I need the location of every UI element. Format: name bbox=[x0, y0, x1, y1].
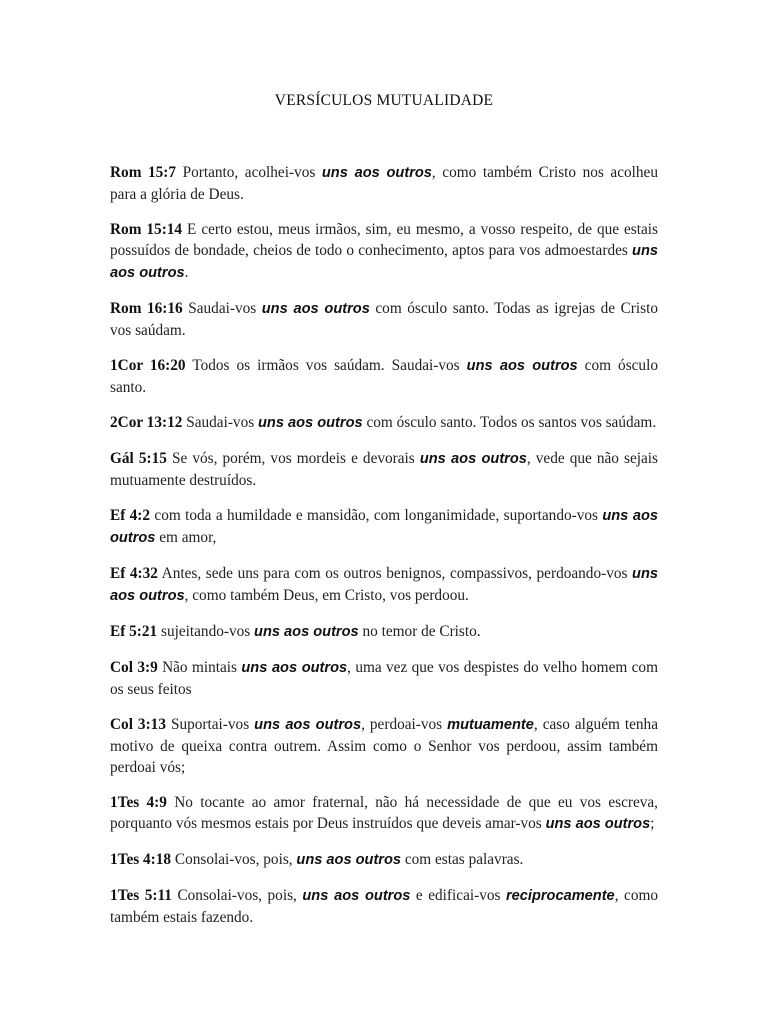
highlighted-phrase: uns aos outros bbox=[302, 888, 411, 904]
verse-paragraph bbox=[110, 657, 658, 700]
highlighted-phrase: uns aos outros bbox=[254, 717, 362, 733]
verse-reference: 1Cor 16:20 bbox=[110, 357, 186, 374]
document-title: VERSÍCULOS MUTUALIDADE bbox=[274, 92, 494, 109]
verse-paragraph bbox=[110, 505, 658, 549]
verse-text: com ósculo santo. Todas as igrejas de Cristo vos saúdam. bbox=[110, 300, 658, 339]
verse-text: , perdoai-vos bbox=[361, 716, 448, 733]
verse-paragraph bbox=[110, 298, 658, 341]
verse-text: , como também estais fazendo. bbox=[110, 887, 659, 926]
verse-reference: Col 3:9 bbox=[110, 659, 158, 676]
highlighted-phrase: uns aos outros bbox=[254, 624, 359, 640]
verse-text: Se vós, porém, vos mordeis e devorais bbox=[166, 450, 420, 467]
verse-reference: Ef 4:32 bbox=[110, 565, 158, 582]
verse-paragraph bbox=[110, 448, 658, 491]
verse-text: sujeitando-vos bbox=[157, 623, 255, 640]
verse-text: Portanto, acolhei-vos bbox=[176, 164, 322, 181]
verse-text: com ósculo santo. Todos os santos vos saúdam. bbox=[362, 414, 657, 431]
verse-text: Antes, sede uns para com os outros benignos, compassivos, perdoando-vos bbox=[157, 565, 633, 582]
verse-text: Suportai-vos bbox=[165, 716, 255, 733]
verse-text: Não mintais bbox=[157, 659, 242, 676]
verse-text: Saudai-vos bbox=[182, 300, 262, 317]
verse-reference: Rom 15:7 bbox=[110, 164, 177, 181]
verse-reference: 1Tes 5:11 bbox=[110, 887, 172, 904]
verse-reference: Gál 5:15 bbox=[110, 450, 167, 467]
verse-paragraph bbox=[110, 849, 658, 871]
verse-text: , como também Cristo nos acolheu para a glória de Deus. bbox=[110, 164, 658, 203]
verse-text: com ósculo santo. bbox=[110, 357, 658, 396]
highlighted-phrase: uns aos outros bbox=[258, 415, 363, 431]
verse-paragraph bbox=[110, 355, 658, 398]
highlighted-phrase: uns aos outros bbox=[466, 358, 578, 374]
highlighted-phrase: uns aos outros bbox=[321, 165, 432, 181]
verse-paragraph bbox=[110, 162, 658, 205]
verse-text: No tocante ao amor fraternal, não há necessidade de que eu vos escreva, porquanto vós mesmos estais por Deus instruídos que deveis amar-vos bbox=[110, 794, 659, 832]
highlighted-phrase: uns aos outros bbox=[545, 816, 651, 832]
highlighted-phrase: uns aos outros bbox=[419, 451, 527, 467]
verse-reference: 1Tes 4:9 bbox=[110, 794, 167, 811]
highlighted-phrase: mutuamente bbox=[447, 717, 534, 733]
verse-text: com toda a humildade e mansidão, com longanimidade, suportando-vos bbox=[150, 507, 603, 524]
verse-reference: 1Tes 4:18 bbox=[110, 851, 172, 868]
verse-paragraph bbox=[110, 412, 658, 434]
highlighted-phrase: reciprocamente bbox=[505, 888, 615, 904]
verse-paragraph bbox=[110, 621, 658, 643]
verse-reference: Rom 16:16 bbox=[110, 300, 183, 317]
highlighted-phrase: uns aos outros bbox=[261, 301, 370, 317]
verse-reference: 2Cor 13:12 bbox=[110, 414, 183, 431]
verse-list bbox=[110, 162, 658, 942]
verse-text: , vede que não sejais mutuamente destruídos. bbox=[110, 450, 658, 489]
verse-text: , como também Deus, em Cristo, vos perdoou. bbox=[184, 587, 469, 604]
highlighted-phrase: uns aos outros bbox=[110, 508, 659, 546]
verse-paragraph bbox=[110, 219, 658, 284]
verse-text: Consolai-vos, pois, bbox=[171, 851, 297, 868]
verse-paragraph bbox=[110, 563, 658, 607]
highlighted-phrase: uns aos outros bbox=[110, 243, 658, 281]
verse-reference: Col 3:13 bbox=[110, 716, 166, 733]
verse-reference: Ef 4:2 bbox=[110, 507, 151, 524]
verse-text: em amor, bbox=[155, 529, 217, 546]
verse-paragraph bbox=[110, 885, 658, 928]
verse-paragraph bbox=[110, 714, 658, 778]
verse-reference: Rom 15:14 bbox=[110, 221, 183, 238]
verse-text: no temor de Cristo. bbox=[358, 623, 481, 640]
verse-text: . bbox=[184, 264, 189, 281]
verse-text: Consolai-vos, pois, bbox=[171, 887, 303, 904]
verse-text: ; bbox=[650, 815, 655, 832]
verse-paragraph bbox=[110, 792, 658, 835]
verse-reference: Ef 5:21 bbox=[110, 623, 158, 640]
verse-text: , caso alguém tenha motivo de queixa contra outrem. Assim como o Senhor vos perdoou, assim também perdoai vós; bbox=[110, 716, 658, 776]
verse-text: , uma vez que vos despistes do velho homem com os seus feitos bbox=[110, 659, 658, 698]
verse-text: E certo estou, meus irmãos, sim, eu mesmo, a vosso respeito, de que estais possuídos de bondade, cheios de todo o conhecimento, aptos para vos admoestardes bbox=[110, 221, 659, 259]
verse-text: com estas palavras. bbox=[401, 851, 524, 868]
verse-text: Todos os irmãos vos saúdam. Saudai-vos bbox=[185, 357, 467, 374]
highlighted-phrase: uns aos outros bbox=[241, 660, 348, 676]
highlighted-phrase: uns aos outros bbox=[110, 566, 658, 604]
highlighted-phrase: uns aos outros bbox=[296, 852, 402, 868]
verse-text: Saudai-vos bbox=[182, 414, 259, 431]
verse-text: e edificai-vos bbox=[410, 887, 506, 904]
